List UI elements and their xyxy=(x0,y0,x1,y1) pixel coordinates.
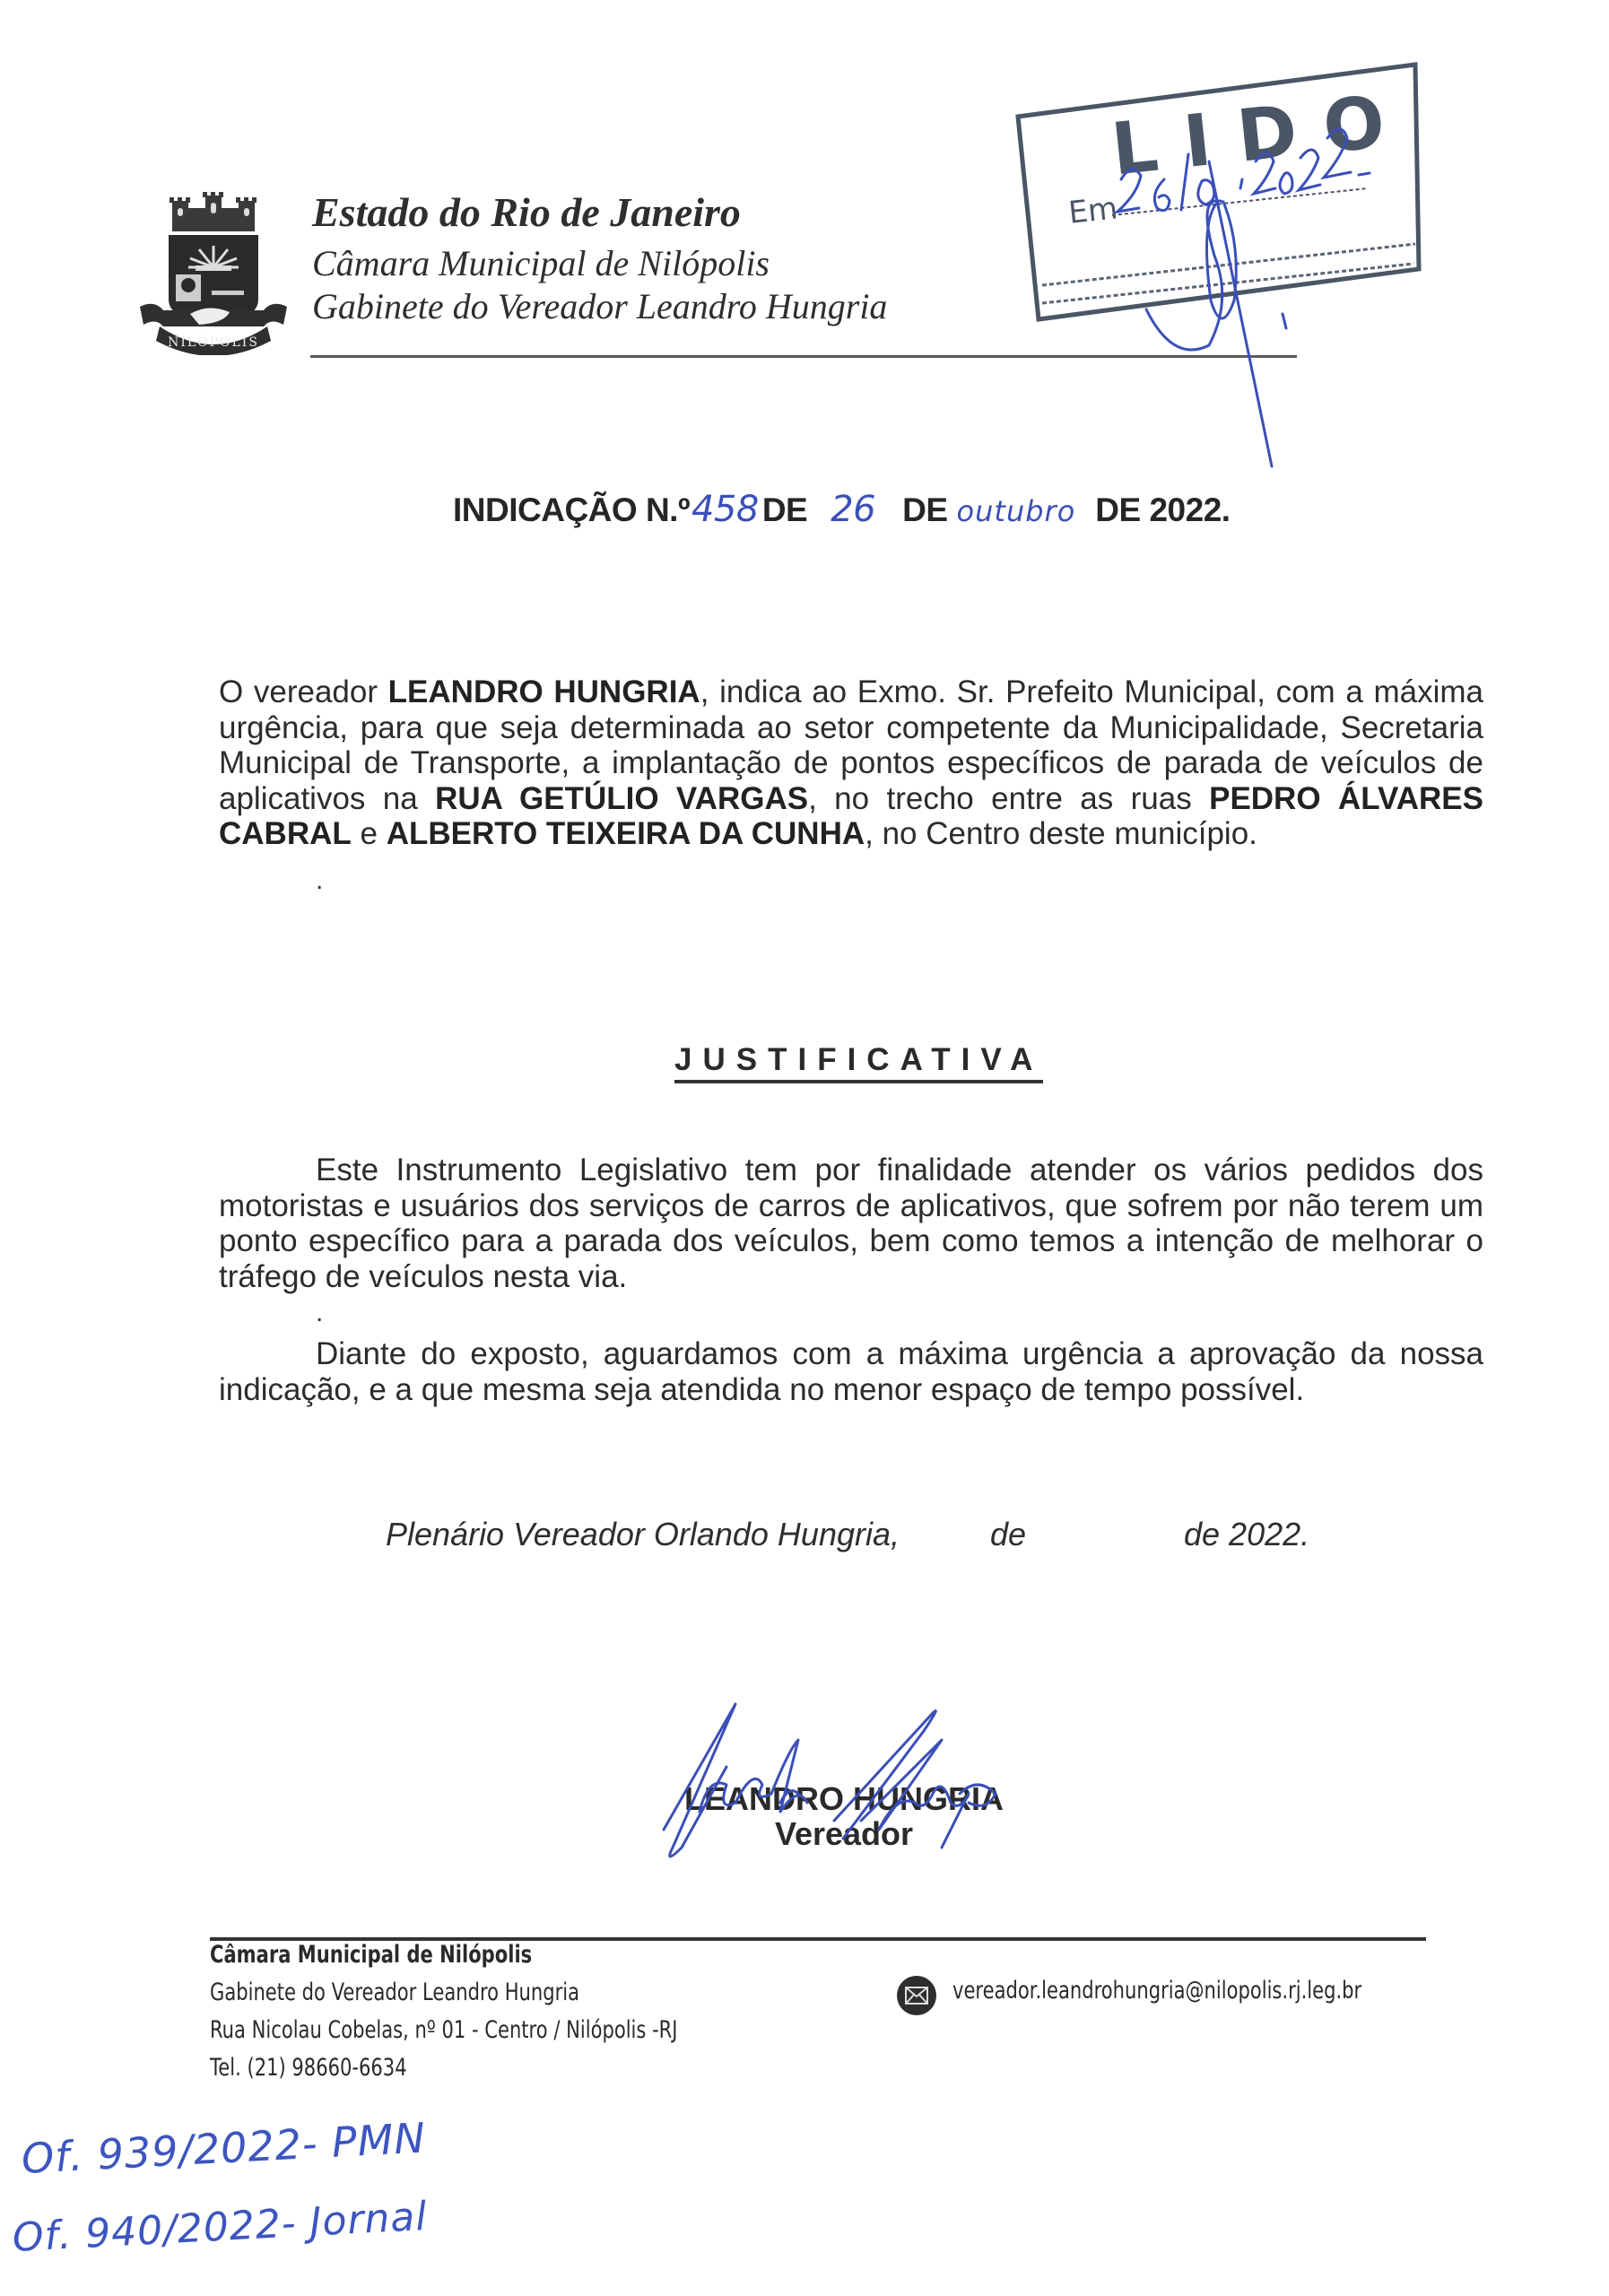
councilor-name: LEANDRO HUNGRIA xyxy=(387,674,700,709)
indication-text: , no Centro deste município. xyxy=(865,816,1257,851)
envelope-icon xyxy=(897,1976,936,2015)
indication-day-handwritten: 26 xyxy=(831,489,876,530)
footer-office: Gabinete do Vereador Leandro Hungria xyxy=(210,1979,580,2006)
header-office: Gabinete do Vereador Leandro Hungria xyxy=(312,286,888,326)
indication-text: e xyxy=(351,816,387,851)
municipal-crest-logo xyxy=(136,192,291,355)
footer-organization: Câmara Municipal de Nilópolis xyxy=(210,1941,533,1969)
stray-dot: . xyxy=(316,1298,324,1327)
title-suffix: DE 2022. xyxy=(1095,491,1231,528)
stray-dot: . xyxy=(316,865,324,895)
footer-email: vereador.leandrohungria@nilopolis.rj.leg.br xyxy=(952,1977,1362,2005)
indication-number-handwritten: 458 xyxy=(691,489,759,530)
indication-title xyxy=(453,489,1231,530)
justification-heading: JUSTIFICATIVA xyxy=(674,1042,1043,1083)
title-prefix: INDICAÇÃO N.º xyxy=(453,491,690,528)
title-de-1: DE xyxy=(761,491,808,528)
street-getulio-vargas: RUA GETÚLIO VARGAS xyxy=(435,780,809,816)
indication-text: , no trecho entre as ruas xyxy=(808,780,1210,816)
indication-text: O vereador xyxy=(219,674,388,709)
handwritten-signature xyxy=(646,1686,1067,1874)
title-de-2: DE xyxy=(902,491,948,528)
indication-text: , indica ao Exmo. Sr. Prefeito Municipal, com a máxima urgência, para que seja determinada ao setor competente da Municipalidade, Secretaria Municipal de Transporte, a implantação de pontos específicos de parada de veículos de aplicativos na xyxy=(219,674,1483,816)
header-state: Estado do Rio de Janeiro xyxy=(312,189,741,235)
footer-phone: Tel. (21) 98660-6634 xyxy=(210,2054,407,2082)
crest-motto: NILÓPOLIS xyxy=(168,335,259,350)
street-alberto-teixeira-da-cunha: ALBERTO TEIXEIRA DA CUNHA xyxy=(386,816,865,851)
street-pedro-alvares-cabral: PEDRO ÁLVARES CABRAL xyxy=(219,780,1483,851)
header-chamber: Câmara Municipal de Nilópolis xyxy=(312,243,770,283)
handwritten-note: Of. 940/2022- Jornal xyxy=(11,2193,429,2261)
svg-text:LIDO: LIDO xyxy=(1108,76,1416,192)
closing-day-blank: de xyxy=(990,1516,1027,1552)
justification-paragraph-2: Diante do exposto, aguardamos com a máxima urgência a aprovação da nossa indicação, e a que mesma seja atendida no menor espaço de tempo possível. xyxy=(219,1336,1483,1407)
lido-received-stamp xyxy=(987,45,1525,475)
indication-month-handwritten: outubro xyxy=(956,494,1076,528)
closing-year: de 2022. xyxy=(1184,1516,1310,1552)
justification-paragraph-1: Este Instrumento Legislativo tem por finalidade atender os vários pedidos dos motoristas e usuários dos serviços de carros de aplicativos, que sofrem por não terem um ponto específico para a parada dos veículos, bem como temos a intenção de melhorar o tráfego de veículos nesta via. xyxy=(219,1152,1483,1294)
footer-address: Rua Nicolau Cobelas, nº 01 - Centro / Nilópolis -RJ xyxy=(210,2016,678,2044)
handwritten-note: Of. 939/2022- PMN xyxy=(20,2113,428,2183)
svg-text:Em: Em xyxy=(1066,190,1120,231)
closing-place: Plenário Vereador Orlando Hungria, xyxy=(386,1516,900,1552)
signer-role: Vereador xyxy=(774,1815,914,1852)
signer-name: LEANDRO HUNGRIA xyxy=(684,1780,1004,1817)
indication-paragraph xyxy=(219,674,1483,852)
